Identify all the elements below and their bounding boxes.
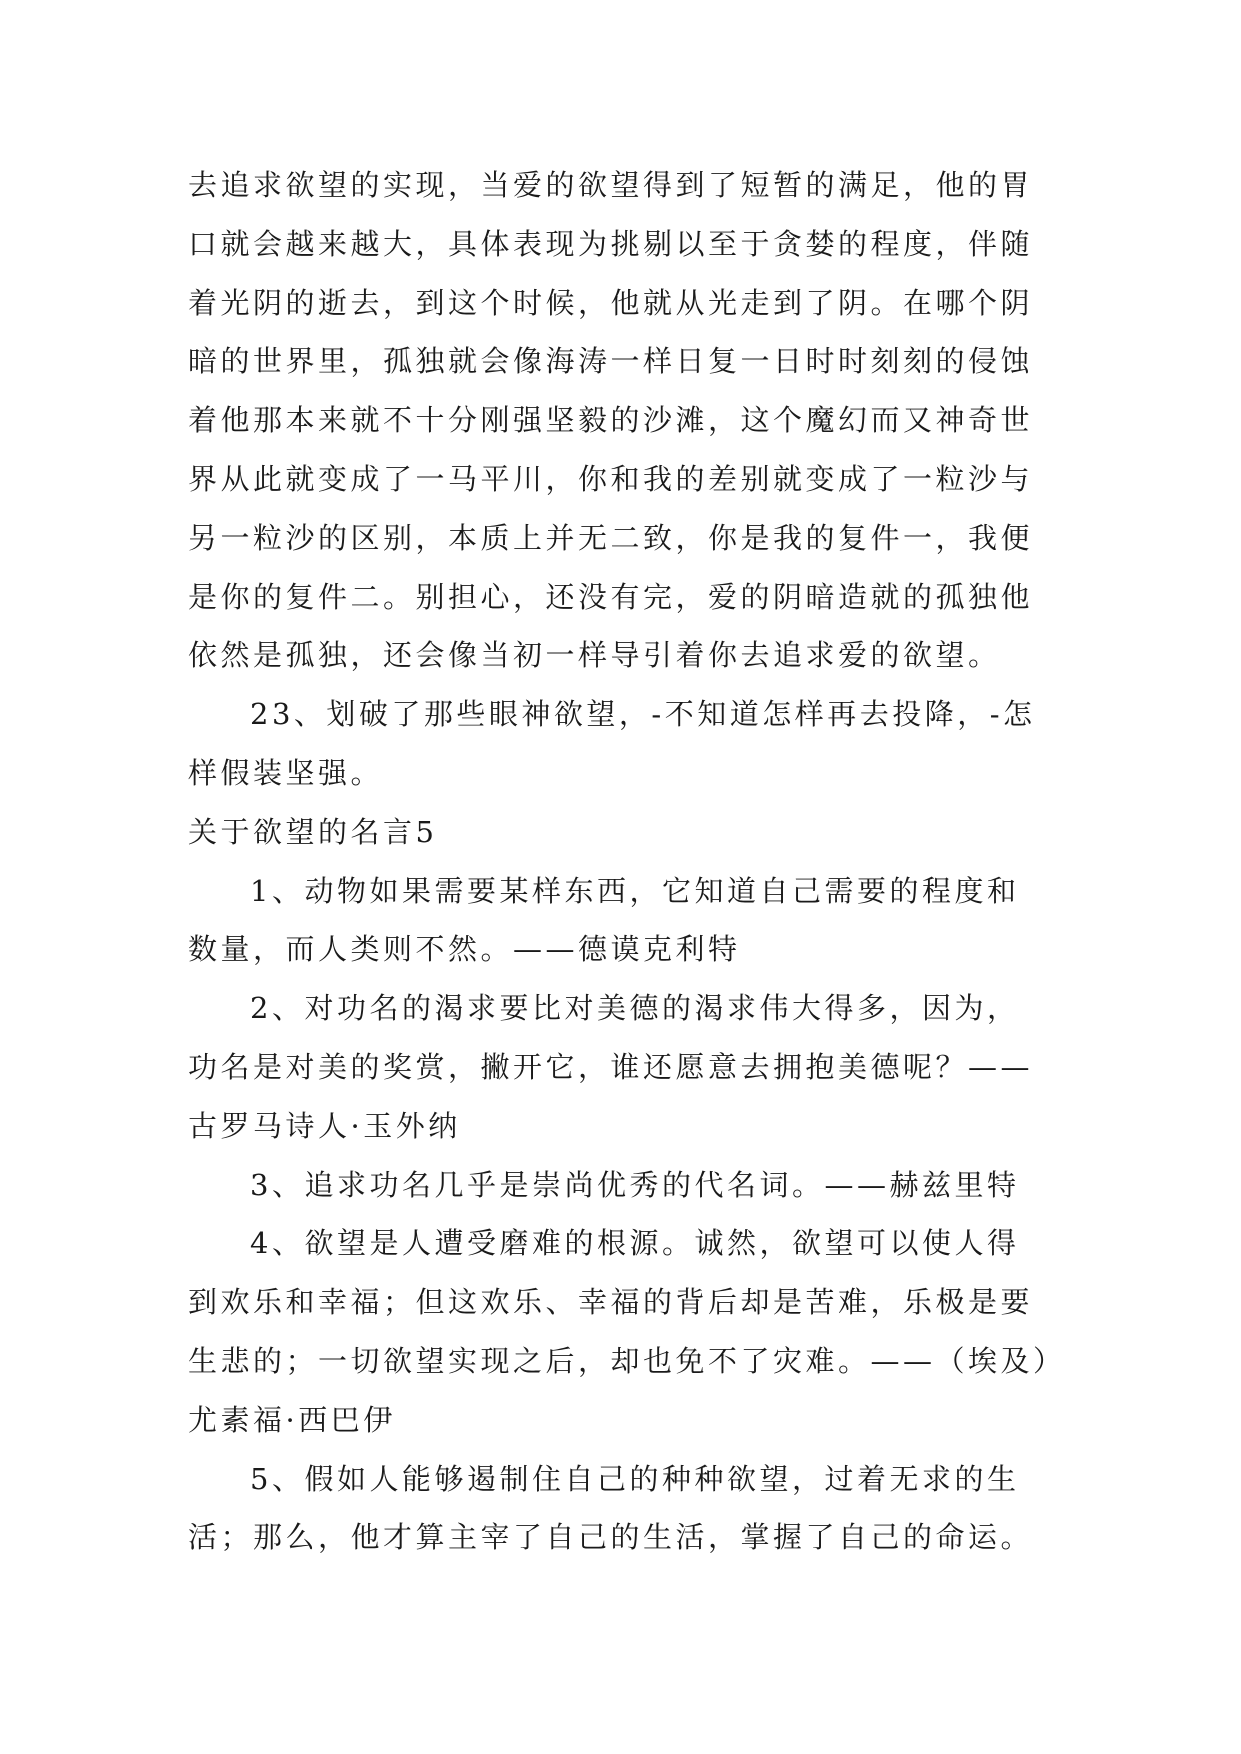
paragraph-line: 依然是孤独，还会像当初一样导引着你去追求爱的欲望。 (188, 638, 1001, 673)
quote-2-line: 功名是对美的奖赏，撇开它，谁还愿意去拥抱美德呢？—— (188, 1049, 1034, 1084)
paragraph-line: 去追求欲望的实现，当爱的欲望得到了短暂的满足，他的胃 (188, 168, 1034, 202)
paragraph-line: 着光阴的逝去，到这个时候，他就从光走到了阴。在哪个阴 (188, 285, 1034, 320)
paragraph-line: 口就会越来越大，具体表现为挑剔以至于贪婪的程度，伴随 (188, 226, 1034, 261)
paragraph-line: 是你的复件二。别担心，还没有完，爱的阴暗造就的孤独他 (188, 579, 1034, 614)
paragraph-line: 另一粒沙的区别，本质上并无二致，你是我的复件一，我便 (188, 520, 1034, 555)
document-body (188, 156, 1068, 1567)
quote-23-line: 样假装坚强。 (188, 755, 384, 790)
quote-5-line: 5、假如人能够遏制住自己的种种欲望，过着无求的生 (250, 1461, 1020, 1496)
section-heading: 关于欲望的名言5 (188, 814, 438, 849)
paragraph-line: 暗的世界里，孤独就会像海涛一样日复一日时时刻刻的侵蚀 (188, 344, 1034, 379)
quote-5-line: 活；那么，他才算主宰了自己的生活，掌握了自己的命运。 (188, 1520, 1034, 1555)
quote-4-line: 4、欲望是人遭受磨难的根源。诚然，欲望可以使人得 (250, 1226, 1020, 1261)
quote-4-line: 生悲的；一切欲望实现之后，却也免不了灾难。——（埃及） (188, 1343, 1066, 1378)
quote-1-line: 1、动物如果需要某样东西，它知道自己需要的程度和 (250, 873, 1020, 908)
quote-1-line: 数量，而人类则不然。——德谟克利特 (188, 932, 741, 967)
quote-23-line: 23、划破了那些眼神欲望，-不知道怎样再去投降，-怎 (250, 697, 1036, 732)
quote-2-line: 2、对功名的渴求要比对美德的渴求伟大得多，因为， (250, 991, 1020, 1026)
paragraph-line: 着他那本来就不十分刚强坚毅的沙滩，这个魔幻而又神奇世 (188, 403, 1034, 438)
paragraph-line: 界从此就变成了一马平川，你和我的差别就变成了一粒沙与 (188, 461, 1034, 496)
quote-3-line: 3、追求功名几乎是崇尚优秀的代名词。——赫兹里特 (250, 1167, 1020, 1202)
quote-4-line: 尤素福·西巴伊 (188, 1402, 396, 1437)
quote-4-line: 到欢乐和幸福；但这欢乐、幸福的背后却是苦难，乐极是要 (188, 1285, 1034, 1320)
quote-2-line: 古罗马诗人·玉外纳 (188, 1108, 461, 1143)
